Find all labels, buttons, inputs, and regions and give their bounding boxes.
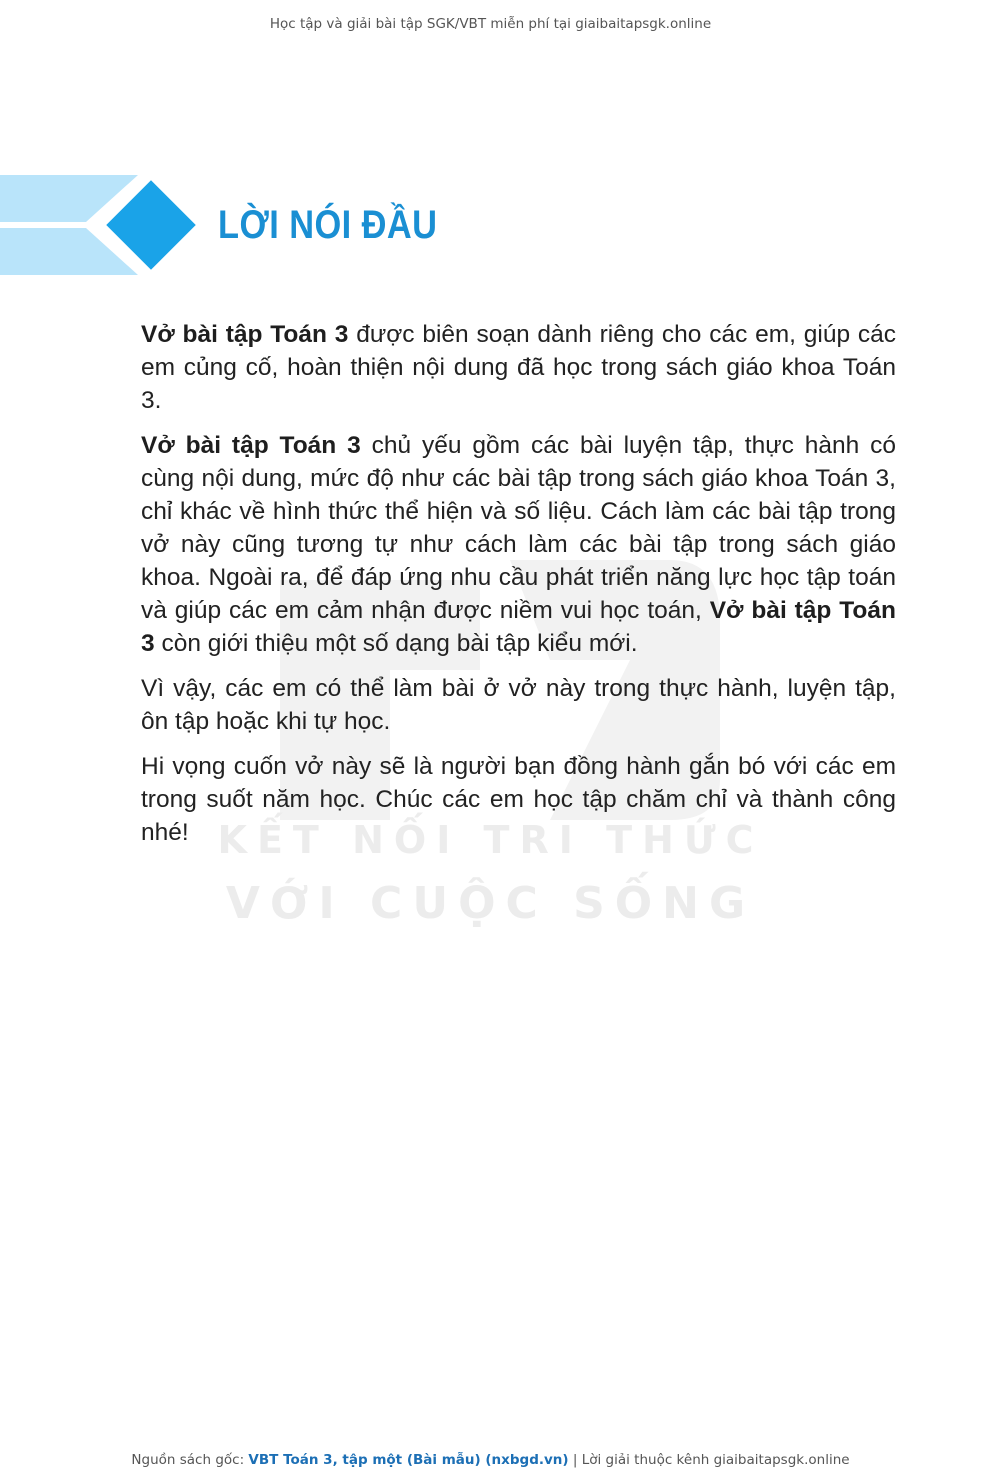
footer-prefix: Nguồn sách gốc: [131, 1452, 249, 1468]
title-banner-graphic [0, 170, 981, 280]
top-header-text: Học tập và giải bài tập SGK/VBT miễn phí tại giaibaitapsgk.online [269, 16, 712, 32]
paragraph-3: Vì vậy, các em có thể làm bài ở vở này trong thực hành, luyện tập, ôn tập hoặc khi tự học. [141, 675, 896, 735]
book-title-bold: Vở bài tập Toán 3 [141, 432, 361, 459]
watermark-line-1: KẾT NỐI TRI THỨC [217, 818, 764, 862]
paragraph-2-text-b: còn giới thiệu một số dạng bài tập kiểu mới. [154, 630, 638, 657]
paragraph-1-text: được biên soạn dành riêng cho các em, giúp các em củng cố, hoàn thiện nội dung đã học trong sách giáo khoa Toán 3. [141, 321, 896, 414]
preface-body [141, 318, 896, 861]
book-title-bold: Vở bài tập Toán 3 [141, 321, 349, 348]
book-title-bold: Vở bài tập Toán 3 [141, 597, 896, 657]
paragraph-2 [141, 429, 896, 660]
footer-source-link[interactable]: VBT Toán 3, tập một (Bài mẫu) (nxbgd.vn) [248, 1452, 569, 1468]
paragraph-4: Hi vọng cuốn vở này sẽ là người bạn đồng hành gắn bó với các em trong suốt năm học. Chúc các em học tập chăm chỉ và thành công nhé! [141, 753, 896, 846]
watermark-line-2: VỚI CUỘC SỐNG [225, 878, 756, 929]
footer-suffix: | Lời giải thuộc kênh giaibaitapsgk.online [568, 1452, 850, 1468]
paragraph-2-text-a: chủ yếu gồm các bài luyện tập, thực hành có cùng nội dung, mức độ như các bài tập trong sách giáo khoa Toán 3, chỉ khác về hình thức thể hiện và số liệu. Cách làm các bài tập trong vở này cũng tương tự như cách làm các bài tập trong sách giáo khoa. Ngoài ra, để đáp ứng nhu cầu phát triển năng lực học tập toán và giúp các em cảm nhận được niềm vui học toán, [141, 432, 897, 624]
footer-source-line [0, 1452, 981, 1468]
page-title: LỜI NÓI ĐẦU [218, 203, 438, 247]
paragraph-1 [141, 318, 896, 417]
